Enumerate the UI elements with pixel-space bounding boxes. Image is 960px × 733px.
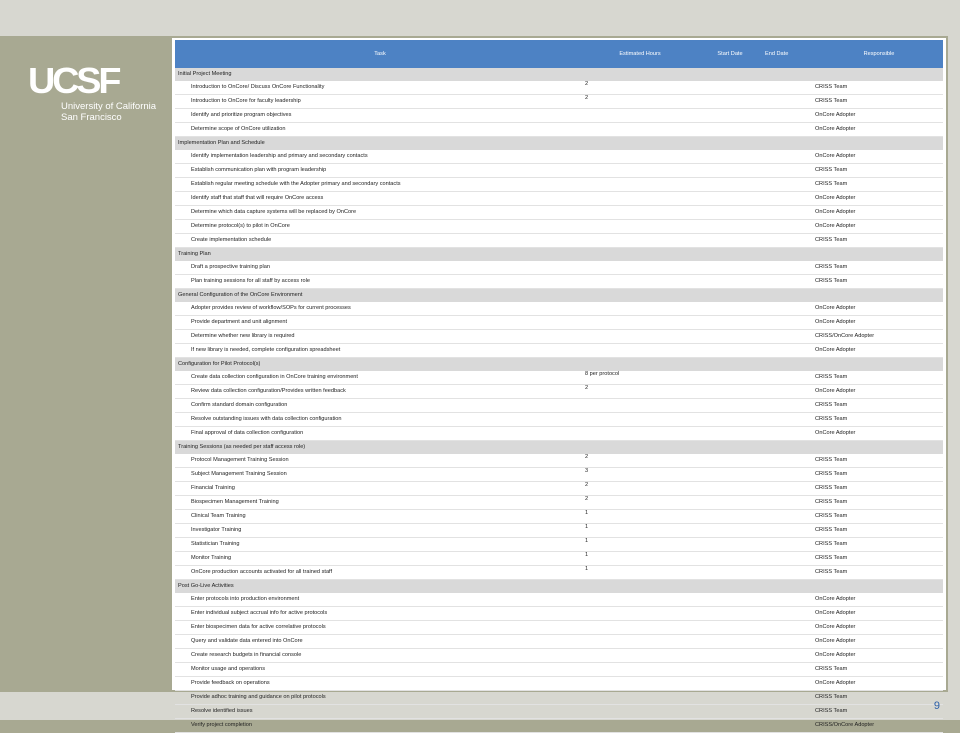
end-date-cell	[765, 566, 815, 580]
responsible-cell: CRISS/OnCore Adopter	[815, 333, 875, 339]
hours-cell	[585, 123, 695, 137]
start-date-cell	[695, 677, 765, 691]
task-cell: Financial Training	[191, 485, 235, 491]
end-date-cell	[765, 607, 815, 621]
hours-cell	[585, 109, 695, 123]
table-row	[175, 371, 943, 385]
start-date-cell	[695, 109, 765, 123]
section-row	[175, 580, 943, 594]
table-row	[175, 109, 943, 123]
end-date-cell	[765, 663, 815, 677]
hours-cell	[585, 677, 695, 691]
end-date-cell	[765, 468, 815, 482]
start-date-cell	[695, 607, 765, 621]
end-date-cell	[765, 510, 815, 524]
table-row	[175, 150, 943, 164]
responsible-cell: CRISS Team	[815, 569, 848, 575]
table-row	[175, 719, 943, 733]
table-row	[175, 95, 943, 109]
responsible-cell: CRISS Team	[815, 264, 848, 270]
hours-cell	[585, 192, 695, 206]
task-cell: Statistician Training	[191, 541, 240, 547]
responsible-cell: OnCore Adopter	[815, 388, 856, 394]
end-date-cell	[765, 330, 815, 344]
start-date-cell	[695, 663, 765, 677]
table-row	[175, 81, 943, 95]
task-cell: Enter protocols into production environment	[191, 596, 300, 602]
table-row	[175, 566, 943, 580]
hours-cell	[585, 275, 695, 289]
task-cell: Identify implementation leadership and primary and secondary contacts	[191, 153, 368, 159]
table-row	[175, 468, 943, 482]
start-date-cell	[695, 427, 765, 441]
responsible-cell: OnCore Adopter	[815, 610, 856, 616]
responsible-cell: OnCore Adopter	[815, 153, 856, 159]
slide-content	[172, 38, 946, 728]
responsible-cell: CRISS/OnCore Adopter	[815, 722, 875, 728]
section-title: Post Go-Live Activities	[175, 580, 943, 594]
hours-cell	[585, 385, 695, 399]
start-date-cell	[695, 123, 765, 137]
hours-value: 2	[585, 385, 589, 391]
task-cell: Clinical Team Training	[191, 513, 246, 519]
hours-value: 1	[585, 510, 589, 516]
hours-value: 2	[585, 496, 589, 502]
end-date-cell	[765, 691, 815, 705]
hours-cell	[585, 81, 695, 95]
hours-cell	[585, 705, 695, 719]
hours-cell	[585, 234, 695, 248]
task-cell: Monitor usage and operations	[191, 666, 266, 672]
table-row	[175, 496, 943, 510]
end-date-cell	[765, 206, 815, 220]
hours-cell	[585, 371, 695, 385]
section-title: Configuration for Pilot Protocol(s)	[175, 358, 943, 372]
section-title: Initial Project Meeting	[175, 68, 943, 81]
task-cell: Enter individual subject accrual info for active protocols	[191, 610, 328, 616]
hours-value: 2	[585, 81, 589, 87]
task-cell: Establish communication plan with program leadership	[191, 167, 327, 173]
end-date-cell	[765, 677, 815, 691]
end-date-cell	[765, 524, 815, 538]
start-date-cell	[695, 81, 765, 95]
table-row	[175, 649, 943, 663]
responsible-cell: CRISS Team	[815, 402, 848, 408]
hours-cell	[585, 164, 695, 178]
start-date-cell	[695, 371, 765, 385]
task-cell: Adopter provides review of workflow/SOPs for current processes	[191, 305, 351, 311]
table-row	[175, 123, 943, 137]
responsible-cell: CRISS Team	[815, 485, 848, 491]
start-date-cell	[695, 330, 765, 344]
hours-cell	[585, 593, 695, 607]
hours-cell	[585, 621, 695, 635]
responsible-cell: CRISS Team	[815, 499, 848, 505]
header-task: Task	[175, 40, 585, 68]
responsible-cell: OnCore Adopter	[815, 596, 856, 602]
table-row	[175, 510, 943, 524]
end-date-cell	[765, 302, 815, 316]
start-date-cell	[695, 385, 765, 399]
hours-cell	[585, 427, 695, 441]
hours-cell	[585, 719, 695, 733]
responsible-cell: OnCore Adopter	[815, 209, 856, 215]
start-date-cell	[695, 399, 765, 413]
task-cell: Protocol Management Training Session	[191, 457, 289, 463]
task-cell: Final approval of data collection configuration	[191, 430, 304, 436]
responsible-cell: CRISS Team	[815, 694, 848, 700]
start-date-cell	[695, 649, 765, 663]
task-cell: Review data collection configuration/Provides written feedback	[191, 388, 346, 394]
start-date-cell	[695, 510, 765, 524]
responsible-cell: CRISS Team	[815, 374, 848, 380]
responsible-cell: CRISS Team	[815, 237, 848, 243]
task-cell: Determine which data capture systems will be replaced by OnCore	[191, 209, 357, 215]
table-row	[175, 220, 943, 234]
end-date-cell	[765, 705, 815, 719]
hours-cell	[585, 552, 695, 566]
table-row	[175, 178, 943, 192]
start-date-cell	[695, 413, 765, 427]
hours-value: 2	[585, 95, 589, 101]
end-date-cell	[765, 316, 815, 330]
page-number: 9	[933, 700, 940, 712]
hours-cell	[585, 482, 695, 496]
responsible-cell: CRISS Team	[815, 513, 848, 519]
table-row	[175, 705, 943, 719]
start-date-cell	[695, 344, 765, 358]
table-row	[175, 427, 943, 441]
responsible-cell: CRISS Team	[815, 541, 848, 547]
table-row	[175, 413, 943, 427]
responsible-cell: OnCore Adopter	[815, 195, 856, 201]
hours-cell	[585, 261, 695, 275]
hours-cell	[585, 220, 695, 234]
responsible-cell: CRISS Team	[815, 555, 848, 561]
start-date-cell	[695, 178, 765, 192]
task-cell: Determine scope of OnCore utilization	[191, 126, 286, 132]
start-date-cell	[695, 192, 765, 206]
hours-cell	[585, 649, 695, 663]
start-date-cell	[695, 220, 765, 234]
task-cell: Monitor Training	[191, 555, 232, 561]
responsible-cell: OnCore Adopter	[815, 319, 856, 325]
section-row	[175, 441, 943, 455]
task-cell: If new library is needed, complete configuration spreadsheet	[191, 347, 341, 353]
table-row	[175, 206, 943, 220]
task-cell: Enter biospecimen data for active correlative protocols	[191, 624, 326, 630]
end-date-cell	[765, 275, 815, 289]
task-cell: Introduction to OnCore/ Discuss OnCore Functionality	[191, 84, 325, 90]
end-date-cell	[765, 413, 815, 427]
start-date-cell	[695, 566, 765, 580]
table-row	[175, 385, 943, 399]
task-cell: Identify staff that staff that will require OnCore access	[191, 195, 324, 201]
end-date-cell	[765, 344, 815, 358]
responsible-cell: CRISS Team	[815, 181, 848, 187]
hours-value: 3	[585, 468, 589, 474]
section-row	[175, 248, 943, 262]
start-date-cell	[695, 164, 765, 178]
end-date-cell	[765, 234, 815, 248]
end-date-cell	[765, 261, 815, 275]
hours-cell	[585, 691, 695, 705]
end-date-cell	[765, 593, 815, 607]
task-cell: Create implementation schedule	[191, 237, 272, 243]
section-row	[175, 358, 943, 372]
end-date-cell	[765, 635, 815, 649]
start-date-cell	[695, 621, 765, 635]
responsible-cell: OnCore Adopter	[815, 112, 856, 118]
section-row	[175, 137, 943, 151]
end-date-cell	[765, 164, 815, 178]
start-date-cell	[695, 206, 765, 220]
right-band	[948, 0, 960, 720]
end-date-cell	[765, 621, 815, 635]
header-end-date: End Date	[765, 40, 815, 68]
top-band	[0, 0, 948, 36]
responsible-cell: CRISS Team	[815, 278, 848, 284]
task-cell: Confirm standard domain configuration	[191, 402, 288, 408]
table-row	[175, 552, 943, 566]
hours-cell	[585, 178, 695, 192]
start-date-cell	[695, 302, 765, 316]
hours-cell	[585, 468, 695, 482]
end-date-cell	[765, 399, 815, 413]
logo-university-line: University of California	[61, 101, 157, 112]
responsible-cell: OnCore Adopter	[815, 430, 856, 436]
end-date-cell	[765, 552, 815, 566]
start-date-cell	[695, 538, 765, 552]
task-cell: Biospecimen Management Training	[191, 499, 279, 505]
task-cell: Investigator Training	[191, 527, 242, 533]
table-row	[175, 538, 943, 552]
responsible-cell: OnCore Adopter	[815, 680, 856, 686]
end-date-cell	[765, 719, 815, 733]
table-row	[175, 192, 943, 206]
task-cell: Subject Management Training Session	[191, 471, 287, 477]
task-cell: Introduction to OnCore for faculty leadership	[191, 98, 301, 104]
end-date-cell	[765, 95, 815, 109]
table-row	[175, 316, 943, 330]
responsible-cell: OnCore Adopter	[815, 347, 856, 353]
task-cell: Provide department and unit alignment	[191, 319, 288, 325]
table-row	[175, 330, 943, 344]
responsible-cell: OnCore Adopter	[815, 126, 856, 132]
hours-cell	[585, 95, 695, 109]
table-row	[175, 261, 943, 275]
table-row	[175, 663, 943, 677]
table-row	[175, 677, 943, 691]
table-header-row	[175, 40, 943, 68]
end-date-cell	[765, 371, 815, 385]
hours-cell	[585, 663, 695, 677]
hours-cell	[585, 607, 695, 621]
start-date-cell	[695, 234, 765, 248]
table-row	[175, 164, 943, 178]
end-date-cell	[765, 178, 815, 192]
start-date-cell	[695, 261, 765, 275]
implementation-plan-table	[175, 40, 943, 733]
task-cell: OnCore production accounts activated for all trained staff	[191, 569, 333, 575]
responsible-cell: OnCore Adopter	[815, 638, 856, 644]
header-start-date: Start Date	[695, 40, 765, 68]
hours-value: 1	[585, 538, 589, 544]
end-date-cell	[765, 109, 815, 123]
task-cell: Resolve outstanding issues with data collection configuration	[191, 416, 342, 422]
hours-cell	[585, 510, 695, 524]
section-title: Implementation Plan and Schedule	[175, 137, 943, 151]
task-cell: Create data collection configuration in OnCore training environment	[191, 374, 358, 380]
task-cell: Provide feedback on operations	[191, 680, 270, 686]
responsible-cell: CRISS Team	[815, 84, 848, 90]
section-row	[175, 289, 943, 303]
responsible-cell: CRISS Team	[815, 708, 848, 714]
hours-value: 2	[585, 482, 589, 488]
task-cell: Establish regular meeting schedule with the Adopter primary and secondary contacts	[191, 181, 401, 187]
hours-cell	[585, 330, 695, 344]
header-responsible: Responsible	[815, 40, 943, 68]
hours-value: 8 per protocol	[585, 371, 620, 377]
start-date-cell	[695, 524, 765, 538]
hours-cell	[585, 566, 695, 580]
ucsf-logo	[28, 60, 157, 123]
start-date-cell	[695, 496, 765, 510]
table-row	[175, 344, 943, 358]
table-row	[175, 524, 943, 538]
logo-campus-line: San Francisco	[61, 112, 122, 123]
table-row	[175, 454, 943, 468]
end-date-cell	[765, 427, 815, 441]
table-body	[175, 68, 943, 733]
task-cell: Resolve identified issues	[191, 708, 253, 714]
table-row	[175, 635, 943, 649]
hours-cell	[585, 413, 695, 427]
end-date-cell	[765, 123, 815, 137]
section-row	[175, 68, 943, 81]
hours-cell	[585, 150, 695, 164]
end-date-cell	[765, 482, 815, 496]
hours-cell	[585, 538, 695, 552]
task-cell: Determine whether new library is required	[191, 333, 295, 339]
responsible-cell: CRISS Team	[815, 457, 848, 463]
start-date-cell	[695, 468, 765, 482]
end-date-cell	[765, 538, 815, 552]
header-estimated-hours: Estimated Hours	[585, 40, 695, 68]
task-cell: Verify project completion	[191, 722, 252, 728]
start-date-cell	[695, 635, 765, 649]
end-date-cell	[765, 150, 815, 164]
hours-cell	[585, 635, 695, 649]
hours-value: 1	[585, 524, 589, 530]
end-date-cell	[765, 454, 815, 468]
section-title: Training Sessions (as needed per staff access role)	[175, 441, 943, 455]
responsible-cell: CRISS Team	[815, 98, 848, 104]
start-date-cell	[695, 95, 765, 109]
responsible-cell: CRISS Team	[815, 416, 848, 422]
task-cell: Create research budgets in financial console	[191, 652, 302, 658]
responsible-cell: OnCore Adopter	[815, 624, 856, 630]
start-date-cell	[695, 552, 765, 566]
table-row	[175, 607, 943, 621]
start-date-cell	[695, 691, 765, 705]
task-cell: Draft a prospective training plan	[191, 264, 270, 270]
responsible-cell: CRISS Team	[815, 527, 848, 533]
start-date-cell	[695, 705, 765, 719]
start-date-cell	[695, 482, 765, 496]
logo-mark: UCSF	[28, 60, 119, 101]
table-row	[175, 691, 943, 705]
hours-value: 2	[585, 454, 589, 460]
responsible-cell: OnCore Adopter	[815, 223, 856, 229]
hours-cell	[585, 399, 695, 413]
end-date-cell	[765, 192, 815, 206]
hours-value: 1	[585, 566, 589, 572]
table-row	[175, 275, 943, 289]
table-row	[175, 399, 943, 413]
section-title: Training Plan	[175, 248, 943, 262]
end-date-cell	[765, 81, 815, 95]
task-cell: Determine protocol(s) to pilot in OnCore	[191, 223, 290, 229]
hours-cell	[585, 302, 695, 316]
hours-value: 1	[585, 552, 589, 558]
start-date-cell	[695, 593, 765, 607]
table-row	[175, 482, 943, 496]
table-row	[175, 302, 943, 316]
responsible-cell: OnCore Adopter	[815, 305, 856, 311]
end-date-cell	[765, 649, 815, 663]
end-date-cell	[765, 496, 815, 510]
responsible-cell: OnCore Adopter	[815, 652, 856, 658]
start-date-cell	[695, 719, 765, 733]
hours-cell	[585, 344, 695, 358]
responsible-cell: CRISS Team	[815, 167, 848, 173]
section-title: General Configuration of the OnCore Environment	[175, 289, 943, 303]
hours-cell	[585, 316, 695, 330]
hours-cell	[585, 206, 695, 220]
hours-cell	[585, 496, 695, 510]
table-row	[175, 621, 943, 635]
start-date-cell	[695, 454, 765, 468]
start-date-cell	[695, 275, 765, 289]
task-cell: Provide adhoc training and guidance on pilot protocols	[191, 694, 326, 700]
end-date-cell	[765, 220, 815, 234]
start-date-cell	[695, 150, 765, 164]
hours-cell	[585, 454, 695, 468]
task-cell: Plan training sessions for all staff by access role	[191, 278, 310, 284]
hours-cell	[585, 524, 695, 538]
task-cell: Identify and prioritize program objectives	[191, 112, 292, 118]
end-date-cell	[765, 385, 815, 399]
table-row	[175, 234, 943, 248]
responsible-cell: CRISS Team	[815, 471, 848, 477]
table-row	[175, 593, 943, 607]
start-date-cell	[695, 316, 765, 330]
task-cell: Query and validate data entered into OnCore	[191, 638, 303, 644]
responsible-cell: CRISS Team	[815, 666, 848, 672]
